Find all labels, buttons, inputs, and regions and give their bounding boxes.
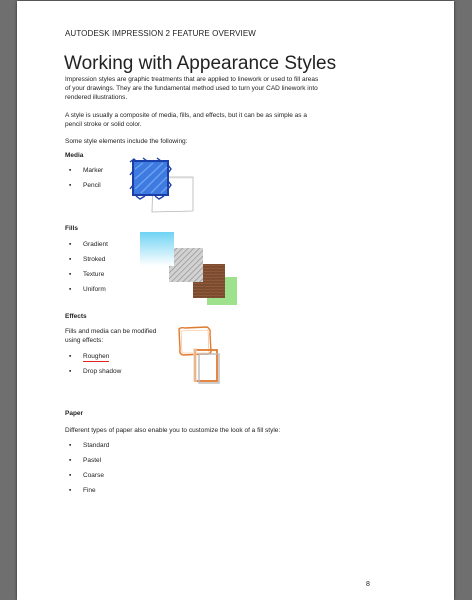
- list-item: ▪ Uniform: [69, 286, 106, 293]
- bullet-icon: ▪: [69, 286, 72, 293]
- list-item: ▪ Drop shadow: [69, 368, 122, 375]
- effects-illustration: [177, 326, 237, 388]
- intro-line-2: of your drawings. They are the fundamental method used to turn your CAD linework into: [65, 85, 318, 92]
- effects-heading: Effects: [65, 313, 87, 320]
- list-item: ▪ Pastel: [69, 457, 102, 464]
- bullet-icon: ▪: [69, 457, 72, 464]
- intro-line-1: Impression styles are graphic treatments that are applied to linework or used to fill areas: [65, 76, 319, 83]
- bullet-icon: ▪: [69, 167, 72, 174]
- list-item: ▪ Standard: [69, 442, 110, 449]
- bullet-icon: ▪: [69, 182, 72, 189]
- document-header: AUTODESK IMPRESSION 2 FEATURE OVERVIEW: [65, 29, 256, 38]
- bullet-icon: ▪: [69, 368, 72, 375]
- elements-intro: Some style elements include the following:: [65, 138, 188, 145]
- list-item: ▪ Coarse: [69, 472, 104, 479]
- list-item: ▪ Roughen: [69, 353, 110, 360]
- list-item: ▪ Stroked: [69, 256, 106, 263]
- bullet-icon: ▪: [69, 487, 72, 494]
- document-page: [17, 1, 454, 600]
- effects-desc-line-1: Fills and media can be modified: [65, 328, 157, 335]
- effects-desc-line-2: using effects:: [65, 337, 104, 344]
- bullet-icon: ▪: [69, 353, 72, 360]
- media-illustration: [131, 159, 201, 219]
- bullet-icon: ▪: [69, 472, 72, 479]
- bullet-icon: ▪: [69, 442, 72, 449]
- page-number: 8: [366, 581, 370, 588]
- paper-heading: Paper: [65, 410, 84, 417]
- list-item: ▪ Fine: [69, 487, 96, 494]
- fills-illustration: [137, 231, 237, 311]
- paper-desc: Different types of paper also enable you to customize the look of a fill style:: [65, 427, 281, 434]
- bullet-icon: ▪: [69, 256, 72, 263]
- list-item: ▪ Texture: [69, 271, 105, 278]
- list-item: ▪ Pencil: [69, 182, 101, 189]
- list-item: ▪ Marker: [69, 167, 104, 174]
- composite-line-2: pencil stroke or solid color.: [65, 121, 142, 128]
- fills-heading: Fills: [65, 225, 79, 232]
- bullet-icon: ▪: [69, 271, 72, 278]
- composite-line-1: A style is usually a composite of media, fills, and effects, but it can be as simple as a: [65, 112, 307, 119]
- intro-line-3: rendered illustrations.: [65, 94, 128, 101]
- bullet-icon: ▪: [69, 241, 72, 248]
- media-heading: Media: [65, 152, 84, 159]
- list-item: ▪ Gradient: [69, 241, 108, 248]
- page-title: Working with Appearance Styles: [64, 53, 337, 74]
